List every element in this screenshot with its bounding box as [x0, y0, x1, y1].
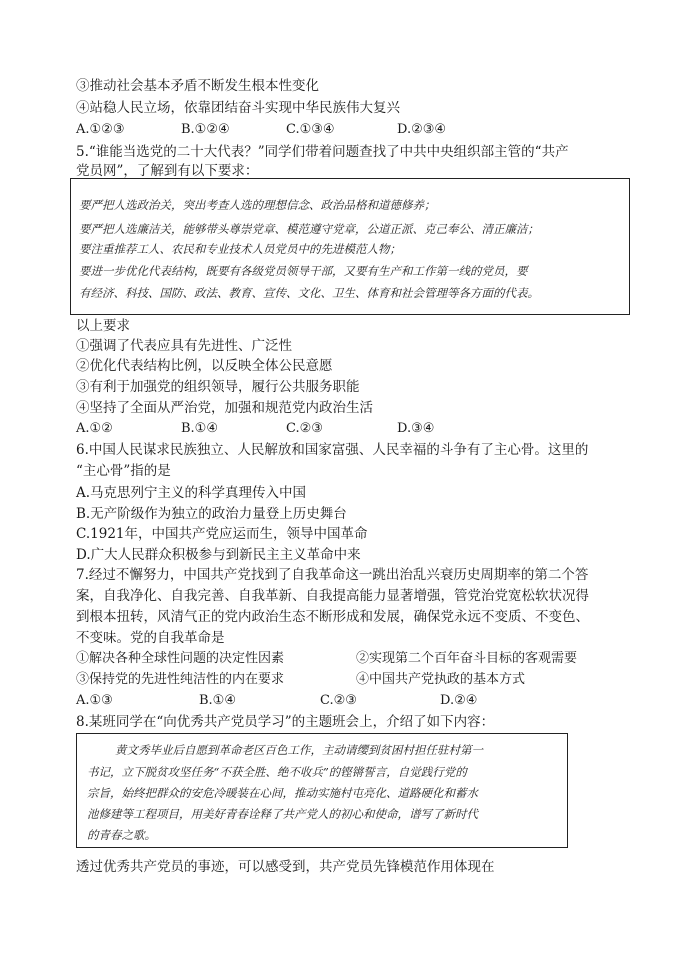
- q7-stem-line-4: 不变味。党的自我革命是: [76, 630, 225, 646]
- q5-stem-line-2: 党员网”，了解到有以下要求：: [76, 163, 259, 179]
- q5-box-line-1: 要严把人选政治关，突出考查人选的理想信念、政治品格和道德修养；: [79, 198, 436, 212]
- q7-stem-line-1: 7.经过不懈努力，中国共产党找到了自我革命这一跳出治乱兴衰历史周期率的第二个答: [76, 567, 589, 583]
- q6-stem-line-1: 6.中国人民谋求民族独立、人民解放和国家富强、人民幸福的斗争有了主心骨。这里的: [76, 442, 589, 458]
- q5-stem-line-1: 5.“谁能当选党的二十大代表？”同学们带着问题查找了中共中央组织部主管的“共产: [76, 144, 569, 160]
- q7-item-4: ④中国共产党执政的基本方式: [356, 672, 526, 687]
- q7-option-d: D.②④: [440, 693, 478, 708]
- q5-item-3: ③有利于加强党的组织领导，履行公共服务职能: [76, 379, 360, 395]
- q5-box-line-5: 有经济、科技、国防、政法、教育、宣传、文化、卫生、体育和社会管理等各方面的代表。: [79, 286, 539, 300]
- q6-choice-c: C.1921年，中国共产党应运而生，领导中国革命: [76, 526, 368, 542]
- q8-after-box: 透过优秀共产党员的事迹，可以感受到，共产党员先锋模范作用体现在: [76, 859, 495, 875]
- q8-story-box: [76, 733, 568, 848]
- q4-option-c: C.①③④: [286, 122, 335, 137]
- q7-option-c: C.②③: [320, 693, 357, 708]
- q5-requirements-box: [70, 178, 630, 315]
- q5-option-b: B.①④: [181, 421, 218, 436]
- q5-item-2: ②优化代表结构比例，以反映全体公民意愿: [76, 358, 333, 374]
- q5-option-c: C.②③: [286, 421, 323, 436]
- q5-box-line-3: 要注重推荐工人、农民和专业技术人员党员中的先进模范人物；: [79, 242, 401, 256]
- q8-stem: 8.某班同学在“向优秀共产党员学习”的主题班会上，介绍了如下内容：: [76, 714, 495, 730]
- q6-choice-d: D.广大人民群众积极参与到新民主主义革命中来: [76, 547, 361, 563]
- q7-option-a: A.①③: [76, 693, 113, 708]
- q8-box-line-4: 池修建等工程项目，用美好青春诠释了共产党人的初心和使命，谱写了新时代: [87, 807, 478, 821]
- q8-box-line-1: 黄文秀毕业后自愿到革命老区百色工作，主动请缨到贫困村担任驻村第一: [115, 743, 483, 757]
- q6-choice-b: B.无产阶级作为独立的政治力量登上历史舞台: [76, 506, 347, 522]
- q7-item-3: ③保持党的先进性纯洁性的内在要求: [76, 672, 285, 687]
- q7-stem-line-2: 案，自我净化、自我完善、自我革新、自我提高能力显著增强，管党治党宽松软状况得: [76, 588, 589, 604]
- q7-stem-line-3: 到根本扭转，风清气正的党内政治生态不断形成和发展，确保党永远不变质、不变色、: [76, 609, 589, 625]
- q6-stem-line-2: “主心骨”指的是: [76, 463, 171, 479]
- q7-option-b: B.①④: [199, 693, 236, 708]
- q7-item-1: ①解决各种全球性问题的决定性因素: [76, 651, 285, 666]
- q4-option-a: A.①②③: [76, 122, 125, 137]
- q5-option-d: D.③④: [397, 421, 435, 436]
- q5-box-line-2: 要严把人选廉洁关，能够带头尊崇党章、模范遵守党章，公道正派、克己奉公、清正廉洁；: [79, 222, 539, 236]
- q5-box-line-4: 要进一步优化代表结构，既要有各级党员领导干部，又要有生产和工作第一线的党员，要: [79, 264, 528, 278]
- q8-box-line-5: 的青春之歌。: [87, 828, 156, 842]
- q6-choice-a: A.马克思列宁主义的科学真理传入中国: [76, 485, 307, 501]
- q5-option-a: A.①②: [76, 421, 113, 436]
- q4-option-b: B.①②④: [181, 122, 230, 137]
- q8-box-line-2: 书记，立下脱贫攻坚任务“不获全胜、绝不收兵”的铿锵誓言，自觉践行党的: [87, 765, 467, 779]
- q5-item-1: ①强调了代表应具有先进性、广泛性: [76, 338, 292, 354]
- q4-item-3: ③推动社会基本矛盾不断发生根本性变化: [76, 78, 319, 94]
- q5-item-4: ④坚持了全面从严治党，加强和规范党内政治生活: [76, 400, 373, 416]
- q7-item-2: ②实现第二个百年奋斗目标的客观需要: [356, 651, 578, 666]
- q8-box-line-3: 宗旨，始终把群众的安危冷暖装在心间，推动实施村屯亮化、道路硬化和蓄水: [87, 786, 478, 800]
- q5-after-box: 以上要求: [76, 318, 130, 334]
- q4-item-4: ④站稳人民立场，依靠团结奋斗实现中华民族伟大复兴: [76, 100, 400, 116]
- q4-option-d: D.②③④: [397, 122, 447, 137]
